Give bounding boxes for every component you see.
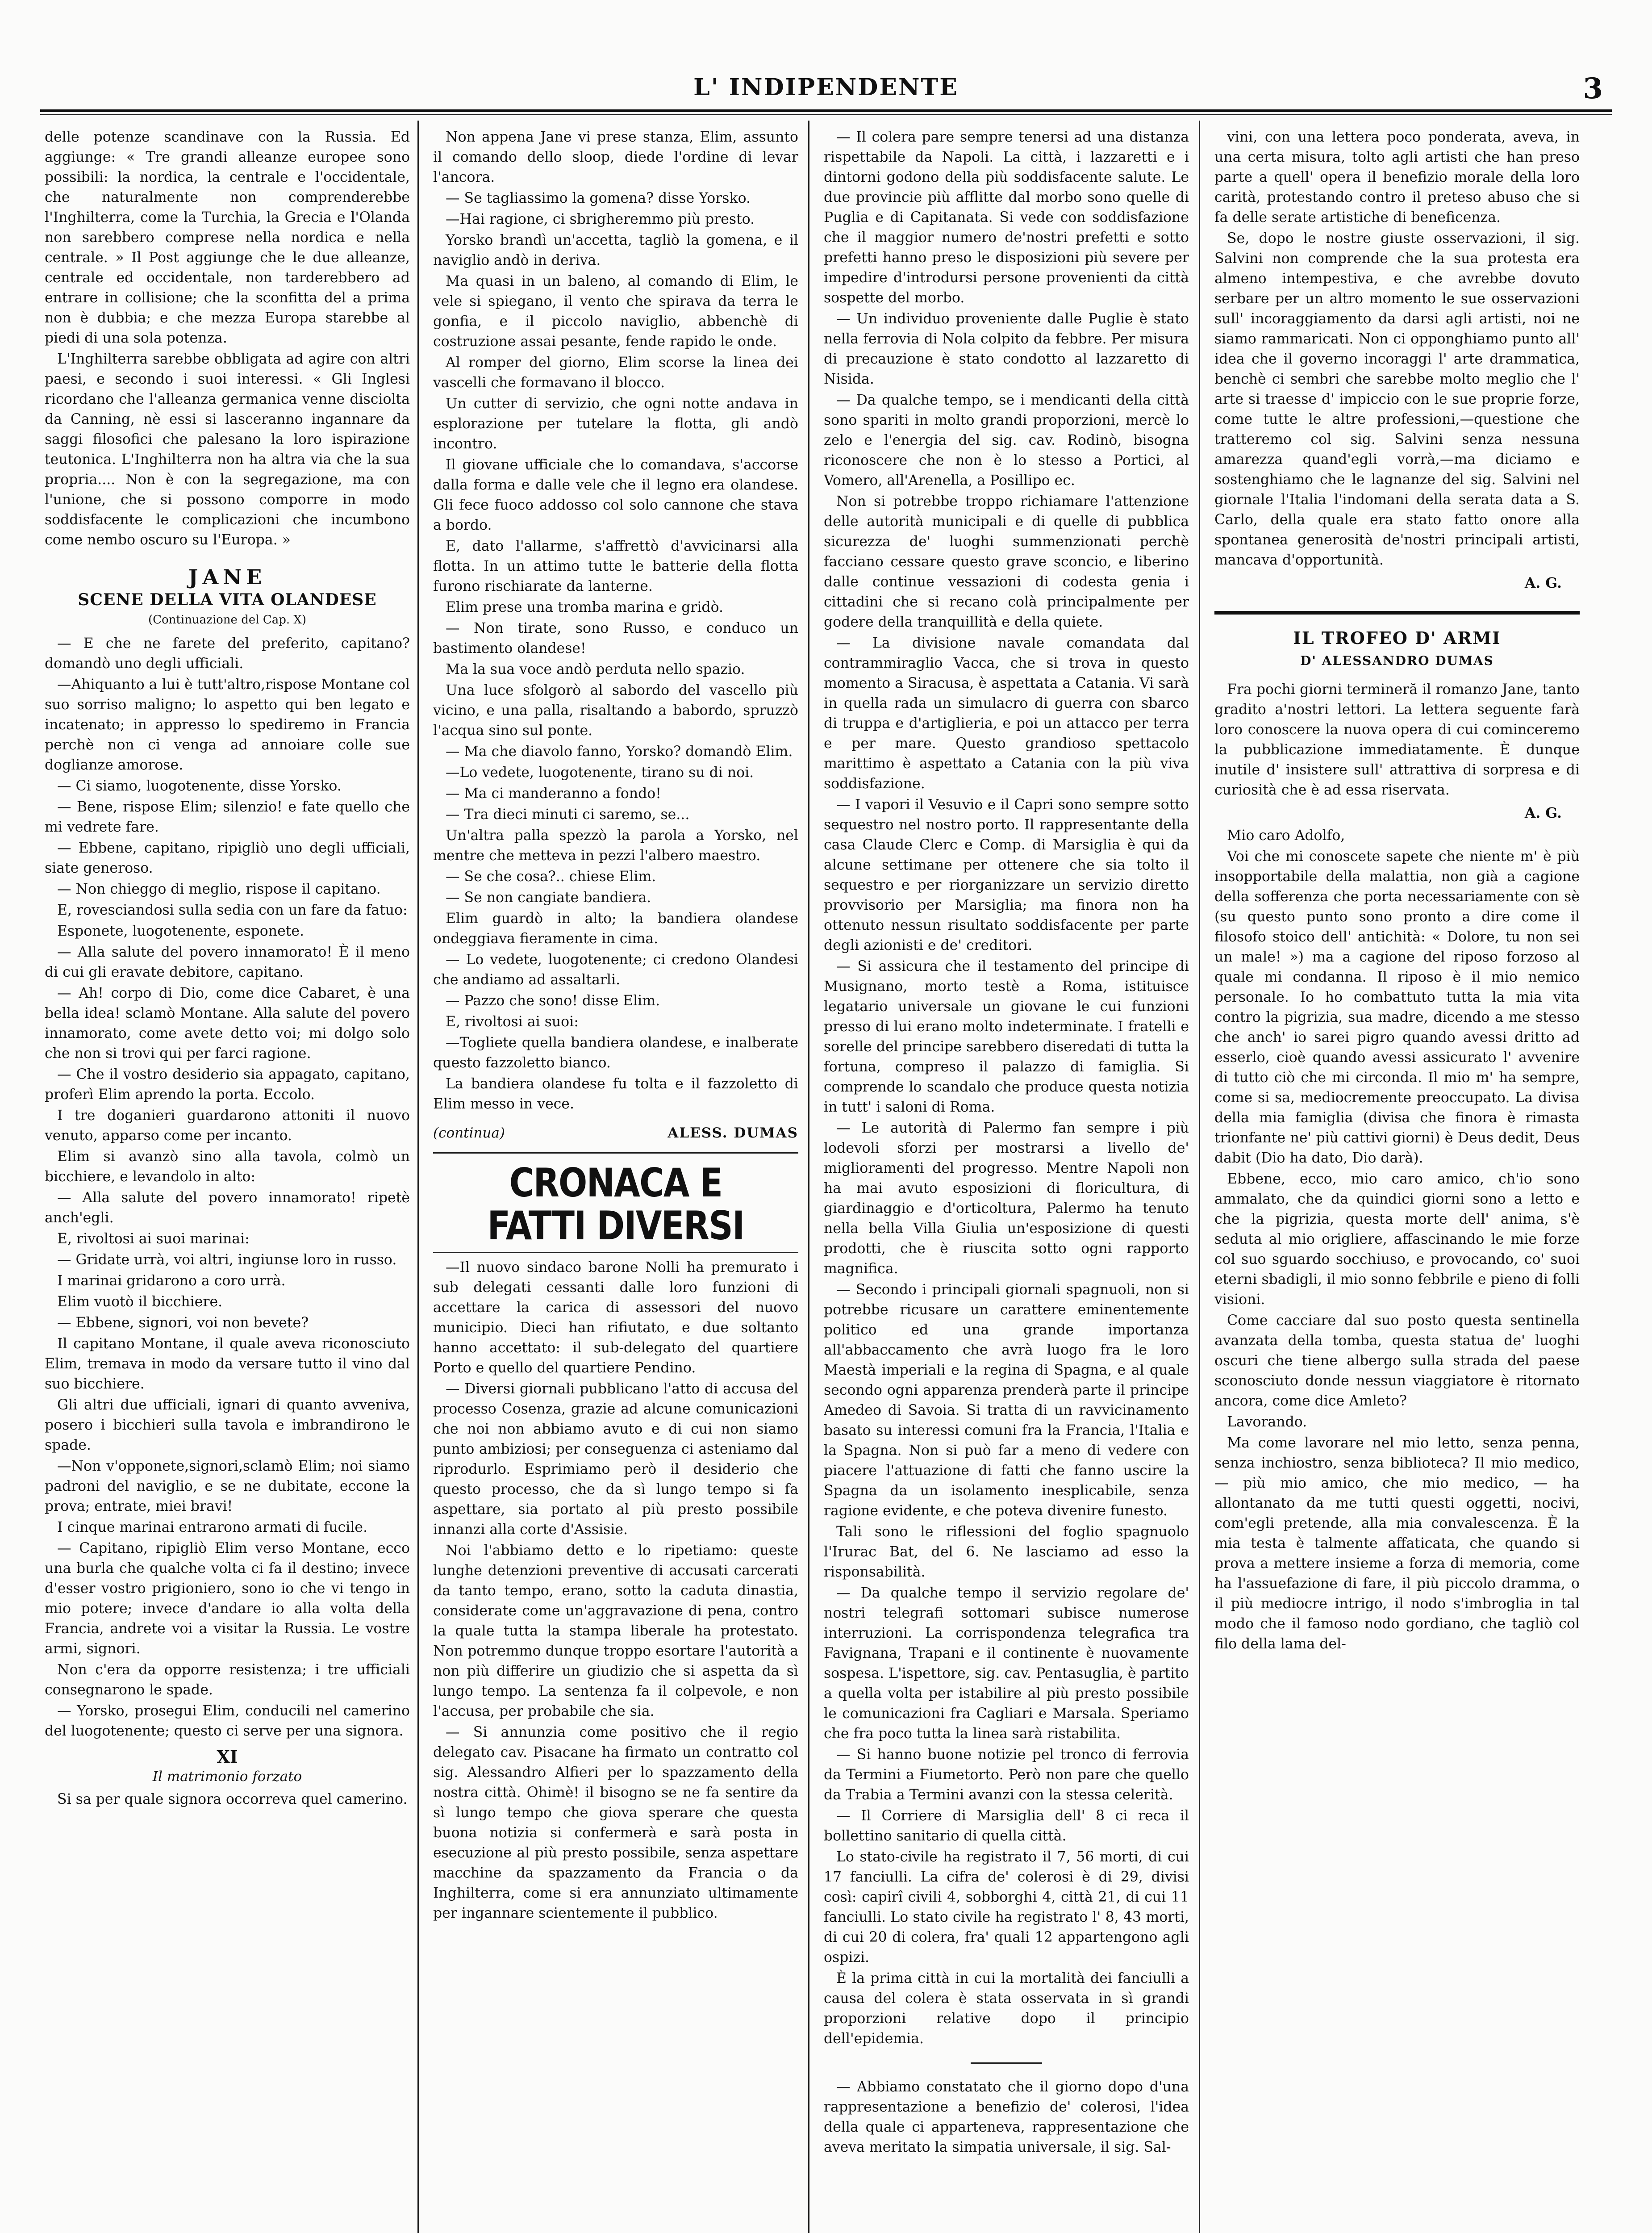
article-paragraph: — Non chieggo di meglio, rispose il capitano. — [57, 881, 381, 897]
article-paragraph: — Da qualche tempo, se i mendicanti della città sono spariti in molto grandi proporzioni, mercè lo zelo e l'energia del sig. cav. Rodinò, bisogna riconoscere che non è lo stesso a Portici, al Vomero, all'Arenella, a Posillipo ec. — [824, 392, 1189, 489]
article-paragraph: — Si assicura che il testamento del principe di Musignano, morto testè a Roma, istituisce legatario universale un giovane le cui funzioni presso di lui erano molto indeterminate. I fratelli e sorelle del principe sarebbero diseredati di tutta la fortuna, compreso il palazzo di famiglia. Si comprende lo scandalo che produce questa notizia in tutt' i saloni di Roma. — [824, 958, 1189, 1115]
article-paragraph: — Capitano, ripigliò Elim verso Montane, ecco una burla che qualche volta ci fa il destino; invece d'esser vostro prigioniero, sono io che vi tengo in mio potere; invece d'andare io alla volta della Francia, andrete voi a visitar la Russia. Le vostre armi, signori. — [45, 1540, 410, 1657]
article-paragraph: Ma come lavorare nel mio letto, senza penna, senza inchiostro, senza biblioteca? Il mio medico, — più mio amico, che mio medico, — ha allontanato da me tutti questi oggetti, nocivi, com'egli pretende, alla mia convalescenza. È la mia testa è talmente affaticata, che quando si prova a mettere insieme a forza di memoria, come ha l'assuefazione di fare, il più piccolo dramma, o il più mediocre intrigo, il nodo s'imbroglia in tal modo che il famoso nodo gordiano, che tagliò col filo della lama del- — [1214, 1435, 1580, 1652]
column-divider — [808, 121, 809, 2233]
article-paragraph: delle potenze scandinave con la Russia. Ed aggiunge: « Tre grandi alleanze europee sono possibili: la nordica, la centrale e l'occidentale, che naturalmente non comprenderebbe l'Inghilterra, come la Turchia, la Grecia e l'Olanda non sarebbero comprese nella nordica e nella centrale. » Il Post aggiunge che le due alleanze, centrale ed occidentale, non tarderebbero ad entrare in collisione; che la sconfitta del a prima non è dubbia; e che mezza Europa starebbe al piedi di una sola potenza. — [45, 129, 410, 346]
article-paragraph: Tali sono le riflessioni del foglio spagnuolo l'Irurac Bat, del 6. Ne lasciamo ad esso la risponsabilità. — [824, 1524, 1189, 1580]
column-3 — [824, 127, 1189, 2233]
author-initials: A. G. — [1524, 805, 1562, 821]
article-paragraph: Yorsko brandì un'accetta, tagliò la gomena, e il naviglio andò in deriva. — [433, 232, 798, 268]
article-paragraph: — Secondo i principali giornali spagnuoli, non si potrebbe ricusare un carattere eminentemente politico ed una grande importanza all'abbaccamento che avrà luogo fra le loro Maestà imperiali e la regina di Spagna, e al quale secondo ogni apparenza prenderà parte il principe Amedeo di Savoia. Si tratta di un ravvicinamento basato su interessi comuni fra la Francia, l'Italia e la Spagna. Non si può far a meno di vedere con piacere l'attuazione di fatti che fanno uscire la Spagna da un isolamento inesplicabile, senza ragione evidente, e che poteva divenire funesto. — [824, 1282, 1189, 1519]
article-paragraph: Voi che mi conoscete sapete che niente m' è più insopportabile della malattia, non già a cagione della sofferenza che porta necessariamente con sè (su questo punto sono pronto a dire come il filosofo stoico dell' antichità: « Dolore, tu non sei un male! ») ma a cagione del riposo forzoso al quale mi condanna. Il riposo è il mio nemico personale. Io ho combattuto tutta la mia vita contro la pigrizia, sua madre, dicendo a me stesso che anch' io sarei pigro quando avessi dritto ad esserlo, cioè quando avessi assicurato l' avvenire di tutto ciò che mi circonda. Il mio m' ha sempre, come si sa, mediocremente preoccupato. La divisa della mia famiglia (divisa che finora è rimasta trionfante ne' più cattivi giorni) è Deus dedit, Deus dabit (Dio ha dato, Dio darà). — [1214, 849, 1580, 1166]
article-paragraph: Ma quasi in un baleno, al comando di Elim, le vele si spiegano, il vento che spirava da terra le gonfia, e il piccolo naviglio, abbenchè di costruzione assai pesante, fende rapido le onde. — [433, 273, 798, 350]
page-number: 3 — [1583, 72, 1603, 105]
feuilleton-body — [45, 634, 410, 1741]
column-2 — [433, 127, 798, 2233]
article-paragraph: — Ma ci manderanno a fondo! — [446, 786, 661, 802]
article-paragraph: — Gridate urrà, voi altri, ingiunse loro in russo. — [57, 1252, 397, 1268]
article-paragraph: — Ebbene, capitano, ripigliò uno degli ufficiali, siate generoso. — [45, 840, 410, 876]
cronaca-body — [433, 1258, 798, 1924]
article-paragraph: — Un individuo proveniente dalle Puglie è stato nella ferrovia di Nola colpito da febbre. Per misura di precauzione è stato condotto al lazzaretto di Nisida. — [824, 311, 1189, 387]
article-paragraph: — Alla salute del povero innamorato! ripetè anch'egli. — [45, 1190, 410, 1226]
article-paragraph: —Togliete quella bandiera olandese, e inalberate questo fazzoletto bianco. — [433, 1035, 798, 1071]
separator-rule — [971, 2062, 1042, 2064]
article-paragraph: Ebbene, ecco, mio caro amico, ch'io sono ammalato, che da quindici giorni sono a letto e che la pigrizia, questa morte dell' anima, s'è seduta al mio origliere, affascinando le mie forze col suo sguardo socchiuso, e provocando, co' suoi eterni sbadigli, il mio sonno febbrile e pieno di folli visioni. — [1214, 1171, 1580, 1308]
article-paragraph: — Il Corriere di Marsiglia dell' 8 ci reca il bollettino sanitario di quella città. — [824, 1808, 1189, 1844]
news-body — [824, 127, 1189, 2049]
masthead-rule — [40, 109, 1612, 112]
article-paragraph: Si sa per quale signora occorreva quel camerino. — [57, 1791, 408, 1807]
article-paragraph: Se, dopo le nostre giuste osservazioni, il sig. Salvini non comprende che la sua protesta era almeno intempestiva, e che avrebbe dovuto serbare per un altro momento le sue osservazioni sull' incoraggiamento da darsi agli artisti, noi ne siamo rammaricati. Non ci opponghiamo punto all' idea che il governo incoraggi l' arte drammatica, benchè ci sembri che sarebbe molto meglio che l' arte si traesse d' impiccio con le sue proprie forze, come tutte le altre professioni,—questione che tratteremo col sig. Salvini senza nessuna amarezza quand'egli vorrà,—ma diciamo e sostenghiamo che le lagnanze del sig. Salvini nel giornale l'Italia l'indomani della serata data a S. Carlo, della quale era stato fatto onore alla spontanea generosità de'nostri principali artisti, mancava d'opportunità. — [1214, 230, 1580, 568]
article-paragraph: — Le autorità di Palermo fan sempre i più lodevoli sforzi per mostrarsi a livello de' miglioramenti del progresso. Mentre Napoli non ha mai avuto esposizioni di floricultura, di giardinaggio e d'orticoltura, Palermo ha tenuto nella bella Villa Giulia un'esposizione di questi prodotti, che è riuscita sotto ogni rapporto magnifica. — [824, 1120, 1189, 1277]
article-paragraph: Un'altra palla spezzò la parola a Yorsko, nel mentre che metteva in pezzi l'albero maestro. — [433, 828, 798, 864]
article-paragraph: Gli altri due ufficiali, ignari di quanto avveniva, posero i bicchieri sulla tavola e imbrandirono le spade. — [45, 1397, 410, 1453]
column-4 — [1214, 127, 1580, 2233]
feuilleton-body-continued — [433, 127, 798, 1114]
author-initials: A. G. — [1524, 575, 1562, 591]
feuilleton-title: JANE — [188, 565, 267, 589]
article-paragraph: Il capitano Montane, il quale aveva riconosciuto Elim, tremava in modo da versare tutto il vino dal suo bicchiere. — [45, 1336, 410, 1392]
article-paragraph: — Pazzo che sono! disse Elim. — [446, 993, 660, 1009]
article-paragraph: Fra pochi giorni termineră il romanzo Jane, tanto gradito a'nostri lettori. La lettera seguente farà loro conoscere la nuova opera di cui cominceremo la pubblicazione immediatamente. È dunque inutile d' insistere sull' attrattiva di sorpresa e di curiosità che è ad essa riservata. — [1214, 682, 1580, 798]
article-paragraph: Non c'era da opporre resistenza; i tre ufficiali consegnarono le spade. — [45, 1662, 410, 1698]
article-paragraph: Elim si avanzò sino alla tavola, colmò un bicchiere, e levandolo in alto: — [45, 1149, 410, 1185]
trofeo-title: IL TROFEO D' ARMI — [1293, 628, 1501, 648]
article-paragraph: — Da qualche tempo il servizio regolare de' nostri telegrafi sottomari subisce numerose interruzioni. La corrispondenza telegrafica tra Favignana, Trapani e il continente è nuovamente sospesa. L'ispettore, sig. cav. Pentasuglia, è partito a quella volta per istabilire al più presto possibile le comunicazioni fra Cagliari e Marsala. Speriamo che fra poco tutta la linea sarà ristabilita. — [824, 1585, 1189, 1742]
article-paragraph: vini, con una lettera poco ponderata, aveva, in una certa misura, tolto agli artisti che han preso parte a quell' opera il benefizio morale della loro carità, protestando contro il preteso abuso che si fa delle serate artistiche di beneficenza. — [1214, 129, 1580, 226]
feuilleton-signature — [433, 1123, 798, 1143]
section-heading-cronaca: CRONACA E FATTI DIVERSI — [487, 1160, 744, 1249]
article-paragraph: — Si hanno buone notizie pel tronco di ferrovia da Termini a Fiumetorto. Però non pare che quello da Trabia a Termini avanzi con la stessa celerità. — [824, 1747, 1189, 1803]
article-paragraph: Elim vuotò il bicchiere. — [57, 1294, 223, 1310]
article-paragraph: — Se tagliassimo la gomena? disse Yorsko. — [446, 190, 751, 206]
newspaper-title: L' INDIPENDENTE — [693, 74, 959, 101]
article-paragraph: Non si potrebbe troppo richiamare l'attenzione delle autorità municipali e di quelle di pubblica sicurezza de' luoghi summenzionati perchè facciano cessare questo grave sconcio, e liberino dalle continue vessazioni di codesta genia i cittadini che si recano colà principalmente per godere della tranquillità e della quiete. — [824, 493, 1189, 630]
letter-salutation: Mio caro Adolfo, — [1227, 828, 1345, 844]
article-paragraph: Un cutter di servizio, che ogni notte andava in esplorazione per tutelare la flotta, gli andò incontro. — [433, 396, 798, 452]
article-paragraph: E, dato l'allarme, s'affrettò d'avvicinarsi alla flotta. In un attimo tutte le batterie della flotta furono rischiarate da lanterne. — [433, 538, 798, 594]
article-paragraph: — Che il vostro desiderio sia appagato, capitano, proferì Elim aprendo la porta. Eccolo. — [45, 1066, 410, 1103]
article-paragraph: Il giovane ufficiale che lo comandava, s'accorse dalla forma e dalle vele che il legno era olandese. Gli fece fuoco addosso col solo cannone che stava a bordo. — [433, 457, 798, 533]
trofeo-subtitle: D' ALESSANDRO DUMAS — [1300, 653, 1494, 668]
article-paragraph: — Ebbene, signori, voi non bevete? — [57, 1315, 309, 1331]
column-divider — [417, 121, 419, 2233]
article-paragraph: —Hai ragione, ci sbrigheremmo più presto. — [446, 211, 755, 227]
article-paragraph: L'Inghilterra sarebbe obbligata ad agire con altri paesi, e secondo i suoi interessi. « Gli Inglesi ricordano che l'alleanza germanica venne disciolta da Canning, nè essi si lasceranno ingannare da saggi filosofici che palesano la loro ispirazione teutonica. L'Inghilterra non ha altra via che la sua propria.... Non è con la segregazione, ma con l'unione, che si possono comporre in modo soddisfacente le complicazioni che incumbono come nembo oscuro su l'Europa. » — [45, 351, 410, 548]
article-paragraph: I tre doganieri guardarono attoniti il nuovo venuto, apparso come per incanto. — [45, 1108, 410, 1144]
article-paragraph: La bandiera olandese fu tolta e il fazzoletto di Elim messo in vece. — [433, 1076, 798, 1112]
article-paragraph: — Lo vedete, luogotenente; ci credono Olandesi che andiamo ad assaltarli. — [433, 952, 798, 988]
article-paragraph: —Ahiquanto a lui è tutt'altro,rispose Montane col suo sorriso maligno; lo aspetto qui ben legato e incatenato; in appresso lo spediremo in Francia perchè non ci venga ad annoiare colle sue doglianze amorose. — [45, 677, 410, 773]
chapter-title: Il matrimonio forzato — [152, 1769, 302, 1785]
article-paragraph: Elim guardò in alto; la bandiera olandese ondeggiava fieramente in cima. — [433, 911, 798, 947]
article-paragraph: — Ah! corpo di Dio, come dice Cabaret, è una bella idea! sclamò Montane. Alla salute del povero innamorato, come avete detto voi; mi dolgo solo che non si trovi qui per farci ragione. — [45, 985, 410, 1062]
column-divider — [1199, 121, 1200, 2233]
article-paragraph: È la prima città in cui la mortalità dei fanciulli a causa del colera è stata osservata in sì grandi proporzioni relative dopo il principio dell'epidemia. — [824, 1970, 1189, 2047]
article-paragraph: Ma la sua voce andò perduta nello spazio. — [446, 661, 745, 677]
article-paragraph: —Lo vedete, luogotenente, tirano su di noi. — [446, 765, 754, 781]
article-paragraph: — Ci siamo, luogotenente, disse Yorsko. — [57, 778, 342, 794]
article-paragraph: E, rovesciandosi sulla sedia con un fare da fatuo: — [57, 902, 408, 918]
article-paragraph: — E che ne farete del preferito, capitano? domandò uno degli ufficiali. — [45, 636, 410, 672]
article-paragraph: — Tra dieci minuti ci saremo, se... — [446, 807, 690, 823]
masthead-rule-thin — [40, 114, 1612, 115]
article-paragraph: Al romper del giorno, Elim scorse la linea dei vascelli che formavano il blocco. — [433, 355, 798, 391]
article-paragraph: Come cacciare dal suo posto questa sentinella avanzata della tomba, questa statua de' luoghi oscuri che tiene albergo sulla strada del paese sconosciuto donde nessun viaggiatore è ritornato ancora, come dice Amleto? — [1214, 1313, 1580, 1409]
article-paragraph: Esponete, luogotenente, esponete. — [57, 923, 305, 939]
article-paragraph: — Il colera pare sempre tenersi ad una distanza rispettabile da Napoli. La città, i lazzaretti e i dintorni godono della più soddisfacente salute. Le due provincie più afflitte dal morbo sono quelle di Puglia e di Capitanata. Si vede con soddisfazione che il maggior numero de'nostri prefetti e sotto prefetti hanno preso le disposizioni più severe per impedire d'introdursi persone provenienti da città sospette del morbo. — [824, 129, 1189, 306]
article-paragraph: — Si annunzia come positivo che il regio delegato cav. Pisacane ha firmato un contratto col sig. Alessandro Alfieri per lo spazzamento della nostra città. Ohimè! il bisogno se ne fa sentire da sì lungo tempo che giova sperare che questa buona notizia si confermerà e sarà posta in esecuzione al più presto possibile, senza aspettare macchine da spazzamento da Francia o da Inghilterra, come si era annunziato ultimamente per ingannare scientemente il pubblico. — [433, 1724, 798, 1921]
article-paragraph: — Diversi giornali pubblicano l'atto di accusa del processo Cosenza, grazie ad alcune comunicazioni che noi non abbiamo avuto e di cui non siamo punto ambiziosi; per conseguenza ci asteniamo dal riprodurlo. Esprimiamo però il desiderio che questo processo, che da sì lungo tempo si fa aspettare, sia portato al più presto possibile innanzi alla corte d'Assisie. — [433, 1381, 798, 1538]
article-paragraph: — Bene, rispose Elim; silenzio! e fate quello che mi vedrete fare. — [45, 799, 410, 835]
article-paragraph: — Se non cangiate bandiera. — [446, 890, 651, 906]
article-paragraph: I cinque marinai entrarono armati di fucile. — [57, 1519, 368, 1535]
article-paragraph: — Se che cosa?.. chiese Elim. — [446, 869, 656, 885]
article-paragraph: — I vapori il Vesuvio e il Capri sono sempre sotto sequestro nel nostro porto. Il rappresentante della casa Claude Clerc e Comp. di Marsiglia è qui da alcune settimane per ottenere che sia tolto il sequestro e per riorganizzare un servizio diretto provvisorio per Marsiglia; ma finora non ha ottenuto nessun risultato soddisfacente per parte degli azionisti e de' creditori. — [824, 797, 1189, 953]
section-rule — [433, 1152, 798, 1154]
article-paragraph: E, rivoltosi ai suoi marinai: — [57, 1231, 250, 1247]
article-paragraph: — Abbiamo constatato che il giorno dopo d'una rappresentazione a benefizio de' colerosi, l'idea della quale ci apparteneva, rappresentazione che aveva meritato la simpatia universale, il sig. Sal- — [824, 2079, 1189, 2155]
article-paragraph: —Non v'opponete,signori,sclamò Elim; noi siamo padroni del naviglio, e se ne dubitate, eccone la prova; entrate, miei bravi! — [45, 1458, 410, 1514]
article-paragraph: Lavorando. — [1227, 1414, 1307, 1430]
article-paragraph: — Non tirate, sono Russo, e conduco un bastimento olandese! — [433, 620, 798, 657]
article-paragraph: — Alla salute del povero innamorato! È il meno di cui gli eravate debitore, capitano. — [45, 944, 410, 980]
author-name: ALESS. DUMAS — [667, 1125, 798, 1141]
article-paragraph: —Il nuovo sindaco barone Nolli ha premurato i sub delegati cessanti dalle loro funzioni di accettare la carica di assessori del nuovo municipio. Dieci han rifiutato, e due soltanto hanno accettato: il sub-delegato del quartiere Porto e quello del quartiere Pendino. — [433, 1259, 798, 1376]
column-1 — [45, 127, 410, 2233]
masthead — [40, 74, 1612, 105]
article-paragraph: Non appena Jane vi prese stanza, Elim, assunto il comando dello sloop, diede l'ordine di levar l'ancora. — [433, 129, 798, 185]
letter-body — [1214, 847, 1580, 1654]
article-paragraph: Una luce sfolgorò al sabordo del vascello più vicino, e una palla, risaltando a babordo, spruzzò l'acqua sino sul ponte. — [433, 682, 798, 739]
article-paragraph: — Ma che diavolo fanno, Yorsko? domandò Elim. — [446, 744, 793, 760]
salvini-article — [1214, 127, 1580, 570]
article-paragraph: Noi l'abbiamo detto e lo ripetiamo: queste lunghe detenzioni preventive di accusati carcerati da tanto tempo, erano, sotto la caduta dinastia, considerate come un'aggravazione di pena, contro la quale tutta la stampa liberale ha protestato. Non potremmo dunque troppo esortare l'autorità a non più differire un giudizio che si aspetta da sì lungo tempo. La sentenza fa il colpevole, e non l'accusa, per probabile che sia. — [433, 1543, 798, 1719]
section-rule-thick — [1214, 611, 1580, 615]
feuilleton-subtitle: SCENE DELLA VITA OLANDESE — [78, 590, 377, 609]
feuilleton-note: (Continuazione del Cap. X) — [148, 613, 307, 627]
article-paragraph: — Yorsko, prosegui Elim, conducili nel camerino del luogotenente; questo ci serve per una signora. — [45, 1703, 410, 1739]
article-paragraph: — La divisione navale comandata dal contrammiraglio Vacca, che si trova in questo momento a Siracusa, è aspettata a Catania. Vi sarà in quella rada un simulacro di guerra con sbarco di truppa e d'artiglieria, e poi un attacco per terra e per mare. Questo grandioso spettacolo marittimo è aspettato a Catania con la più viva soddisfazione. — [824, 635, 1189, 792]
continued-note: (continua) — [433, 1125, 505, 1141]
article-paragraph: Elim prese una tromba marina e gridò. — [446, 599, 723, 615]
article-paragraph: I marinai gridarono a coro urrà. — [57, 1273, 286, 1289]
article-paragraph: Lo stato-civile ha registrato il 7, 56 morti, di cui 17 fanciulli. La cifra de' colerosi è di 29, divisi così: capirî civili 4, sobborghi 4, città 21, di cui 11 fanciulli. Lo stato civile ha registrato l' 8, 43 morti, di cui 20 di colera, fra' quali 12 appartengono agli ospizi. — [824, 1849, 1189, 1965]
chapter-number: XI — [217, 1747, 238, 1767]
article-paragraph: E, rivoltosi ai suoi: — [446, 1014, 579, 1030]
section-rule — [433, 1252, 798, 1253]
